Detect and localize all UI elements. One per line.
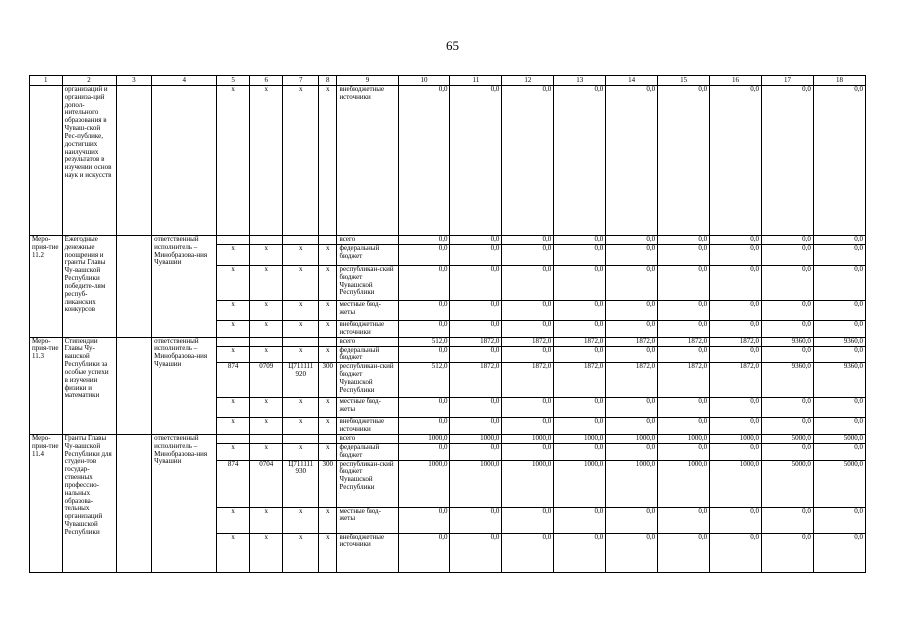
funding-source: внебюджетные источники [337, 86, 398, 236]
col-number: 10 [398, 76, 450, 86]
value-cell: 0,0 [554, 266, 606, 301]
budget-code: x [217, 266, 250, 301]
value-cell: 0,0 [813, 236, 865, 245]
empty-cell [116, 434, 152, 572]
value-cell: 0,0 [710, 346, 762, 363]
empty-cell [116, 86, 152, 236]
value-cell: 1000,0 [606, 460, 658, 507]
value-cell: 0,0 [710, 507, 762, 533]
value-cell: 0,0 [761, 86, 813, 236]
value-cell: 0,0 [502, 398, 554, 418]
measure-name: организаций и организа-ций допол-нительного образования в Чуваш-ской Рес-публике, достигших наилучших результатов в изучении основ наук и искусств [62, 86, 116, 236]
value-cell: 0,0 [450, 86, 502, 236]
value-cell: 0,0 [554, 533, 606, 572]
value-cell: 0,0 [813, 346, 865, 363]
value-cell: 5000,0 [813, 460, 865, 507]
budget-code [283, 236, 319, 245]
value-cell: 9360,0 [761, 337, 813, 346]
value-cell: 1000,0 [606, 434, 658, 443]
value-cell: 0,0 [554, 346, 606, 363]
budget-code: x [249, 398, 283, 418]
col-number: 12 [502, 76, 554, 86]
col-number: 2 [62, 76, 116, 86]
budget-code: x [283, 266, 319, 301]
col-number: 4 [152, 76, 217, 86]
value-cell: 1872,0 [554, 337, 606, 346]
measure-code: Меро-прия-тие 11.4 [30, 434, 63, 572]
value-cell: 1872,0 [450, 363, 502, 398]
value-cell: 0,0 [658, 418, 710, 435]
col-number: 16 [710, 76, 762, 86]
budget-code: x [319, 346, 337, 363]
value-cell: 0,0 [502, 266, 554, 301]
budget-code: Ц711111 930 [283, 460, 319, 507]
value-cell: 0,0 [606, 266, 658, 301]
col-number: 18 [813, 76, 865, 86]
budget-code: x [319, 507, 337, 533]
value-cell: 0,0 [761, 418, 813, 435]
budget-code: x [283, 301, 319, 321]
budget-code: x [319, 398, 337, 418]
value-cell: 0,0 [606, 301, 658, 321]
value-cell: 0,0 [813, 533, 865, 572]
budget-code: x [217, 507, 250, 533]
value-cell: 0,0 [554, 507, 606, 533]
value-cell: 0,0 [813, 321, 865, 338]
value-cell: 0,0 [710, 398, 762, 418]
value-cell: 1872,0 [502, 363, 554, 398]
value-cell: 0,0 [450, 245, 502, 266]
value-cell: 0,0 [761, 266, 813, 301]
budget-table [29, 75, 866, 573]
budget-code: x [249, 245, 283, 266]
budget-code: x [319, 321, 337, 338]
budget-code: x [217, 443, 250, 460]
value-cell: 0,0 [761, 443, 813, 460]
value-cell: 0,0 [710, 86, 762, 236]
value-cell: 0,0 [658, 398, 710, 418]
budget-code [217, 434, 250, 443]
budget-code: x [217, 86, 250, 236]
value-cell: 1000,0 [554, 434, 606, 443]
value-cell: 0,0 [813, 418, 865, 435]
value-cell: 0,0 [554, 398, 606, 418]
value-cell: 0,0 [606, 86, 658, 236]
value-cell: 1000,0 [710, 434, 762, 443]
budget-code: x [249, 86, 283, 236]
col-number: 5 [217, 76, 250, 86]
budget-code: x [283, 533, 319, 572]
value-cell: 1872,0 [606, 337, 658, 346]
value-cell: 1000,0 [398, 434, 450, 443]
value-cell: 0,0 [502, 507, 554, 533]
value-cell: 1872,0 [710, 337, 762, 346]
value-cell: 0,0 [813, 443, 865, 460]
value-cell: 1000,0 [450, 460, 502, 507]
table-row [30, 236, 866, 245]
funding-source: местные бюд-жеты [337, 398, 398, 418]
value-cell: 0,0 [606, 533, 658, 572]
value-cell: 0,0 [398, 507, 450, 533]
value-cell: 0,0 [502, 418, 554, 435]
value-cell: 5000,0 [813, 434, 865, 443]
continuation-row [30, 86, 866, 236]
value-cell: 0,0 [450, 507, 502, 533]
col-number: 11 [450, 76, 502, 86]
value-cell: 1872,0 [502, 337, 554, 346]
budget-code: x [249, 507, 283, 533]
value-cell: 0,0 [450, 301, 502, 321]
value-cell: 0,0 [554, 236, 606, 245]
value-cell: 1872,0 [710, 363, 762, 398]
executor [152, 86, 217, 236]
value-cell: 1872,0 [554, 363, 606, 398]
budget-code: 300 [319, 460, 337, 507]
budget-code: x [283, 398, 319, 418]
value-cell: 0,0 [658, 533, 710, 572]
budget-code: 874 [217, 363, 250, 398]
budget-code: x [217, 533, 250, 572]
col-number: 8 [319, 76, 337, 86]
value-cell: 0,0 [606, 236, 658, 245]
value-cell: 0,0 [658, 301, 710, 321]
value-cell: 0,0 [761, 301, 813, 321]
budget-code [217, 236, 250, 245]
value-cell: 0,0 [398, 86, 450, 236]
funding-source: республикан-ский бюджет Чувашской Республики [337, 460, 398, 507]
value-cell: 1000,0 [450, 434, 502, 443]
col-number: 15 [658, 76, 710, 86]
value-cell: 0,0 [554, 301, 606, 321]
funding-source: всего [337, 434, 398, 443]
value-cell: 0,0 [658, 507, 710, 533]
value-cell: 0,0 [450, 398, 502, 418]
value-cell: 9360,0 [761, 363, 813, 398]
budget-code: x [319, 301, 337, 321]
value-cell: 0,0 [606, 507, 658, 533]
value-cell: 0,0 [450, 266, 502, 301]
budget-code: x [319, 533, 337, 572]
budget-code: x [319, 418, 337, 435]
funding-source: республикан-ский бюджет Чувашской Республики [337, 266, 398, 301]
executor: ответственный исполнитель – Минобразова-ния Чувашии [152, 337, 217, 434]
col-number: 6 [249, 76, 283, 86]
value-cell: 1000,0 [502, 434, 554, 443]
budget-code: 0709 [249, 363, 283, 398]
measure-code [30, 86, 63, 236]
value-cell: 0,0 [502, 86, 554, 236]
value-cell: 512,0 [398, 363, 450, 398]
budget-code: x [283, 86, 319, 236]
value-cell: 1000,0 [658, 434, 710, 443]
budget-code: x [319, 443, 337, 460]
budget-code [319, 434, 337, 443]
measure-code: Меро-прия-тие 11.2 [30, 236, 63, 338]
value-cell: 0,0 [813, 86, 865, 236]
funding-source: внебюджетные источники [337, 418, 398, 435]
budget-code: x [319, 245, 337, 266]
value-cell: 0,0 [502, 346, 554, 363]
value-cell: 0,0 [450, 236, 502, 245]
col-number: 3 [116, 76, 152, 86]
budget-code: x [249, 301, 283, 321]
value-cell: 0,0 [398, 236, 450, 245]
budget-code [319, 337, 337, 346]
value-cell: 0,0 [710, 301, 762, 321]
budget-code [283, 434, 319, 443]
table-row [30, 434, 866, 443]
value-cell: 0,0 [554, 321, 606, 338]
funding-source: внебюджетные источники [337, 321, 398, 338]
value-cell: 0,0 [554, 443, 606, 460]
funding-source: всего [337, 236, 398, 245]
funding-source: местные бюд-жеты [337, 507, 398, 533]
value-cell: 1872,0 [658, 337, 710, 346]
budget-code: x [283, 245, 319, 266]
budget-code [249, 434, 283, 443]
value-cell: 1000,0 [710, 460, 762, 507]
value-cell: 0,0 [502, 533, 554, 572]
value-cell: 0,0 [398, 533, 450, 572]
value-cell: 0,0 [761, 245, 813, 266]
value-cell: 0,0 [813, 266, 865, 301]
col-number: 13 [554, 76, 606, 86]
col-number: 9 [337, 76, 398, 86]
budget-code: x [217, 245, 250, 266]
value-cell: 0,0 [606, 245, 658, 266]
value-cell: 0,0 [658, 346, 710, 363]
value-cell: 9360,0 [813, 337, 865, 346]
funding-source: всего [337, 337, 398, 346]
value-cell: 0,0 [450, 346, 502, 363]
value-cell: 0,0 [761, 346, 813, 363]
value-cell: 0,0 [761, 398, 813, 418]
budget-code: x [249, 418, 283, 435]
value-cell: 0,0 [398, 398, 450, 418]
budget-code [319, 236, 337, 245]
value-cell: 1000,0 [658, 460, 710, 507]
value-cell: 0,0 [710, 236, 762, 245]
col-number: 17 [761, 76, 813, 86]
value-cell: 0,0 [554, 86, 606, 236]
value-cell: 0,0 [658, 245, 710, 266]
value-cell: 512,0 [398, 337, 450, 346]
value-cell: 0,0 [502, 443, 554, 460]
value-cell: 0,0 [658, 266, 710, 301]
budget-code [283, 337, 319, 346]
page-number: 65 [446, 38, 459, 53]
funding-source: республикан-ский бюджет Чувашской Республики [337, 363, 398, 398]
budget-code [217, 337, 250, 346]
budget-code [249, 337, 283, 346]
value-cell: 0,0 [502, 236, 554, 245]
value-cell: 0,0 [398, 418, 450, 435]
value-cell: 0,0 [606, 346, 658, 363]
value-cell: 0,0 [398, 321, 450, 338]
value-cell: 0,0 [606, 321, 658, 338]
value-cell: 0,0 [710, 266, 762, 301]
value-cell: 0,0 [398, 443, 450, 460]
value-cell: 0,0 [502, 301, 554, 321]
value-cell: 0,0 [398, 346, 450, 363]
value-cell: 0,0 [761, 236, 813, 245]
value-cell: 0,0 [761, 507, 813, 533]
budget-code: x [249, 443, 283, 460]
value-cell: 0,0 [658, 321, 710, 338]
table-body [30, 76, 866, 573]
budget-code: 874 [217, 460, 250, 507]
budget-code: Ц711111 920 [283, 363, 319, 398]
value-cell: 0,0 [710, 245, 762, 266]
measure-name: Ежегодные денежные поощрения и гранты Главы Чу-вашской Республики победите-лям респуб-ликанских конкурсов [62, 236, 116, 338]
budget-code: x [319, 266, 337, 301]
col-number: 14 [606, 76, 658, 86]
empty-cell [116, 236, 152, 338]
funding-source: федеральный бюджет [337, 245, 398, 266]
value-cell: 0,0 [554, 418, 606, 435]
value-cell: 0,0 [813, 301, 865, 321]
value-cell: 0,0 [502, 321, 554, 338]
measure-name: Стипендии Главы Чу-вашской Республики за особые успехи в изучении физики и математики [62, 337, 116, 434]
budget-code: 300 [319, 363, 337, 398]
value-cell: 0,0 [710, 443, 762, 460]
value-cell: 0,0 [658, 86, 710, 236]
budget-code: 0704 [249, 460, 283, 507]
value-cell: 1000,0 [398, 460, 450, 507]
table-row [30, 337, 866, 346]
budget-code: x [249, 266, 283, 301]
funding-source: федеральный бюджет [337, 346, 398, 363]
value-cell: 0,0 [502, 245, 554, 266]
value-cell: 0,0 [813, 507, 865, 533]
value-cell: 0,0 [813, 245, 865, 266]
value-cell: 0,0 [710, 533, 762, 572]
value-cell: 0,0 [398, 266, 450, 301]
budget-code: x [283, 418, 319, 435]
value-cell: 5000,0 [761, 460, 813, 507]
value-cell: 1000,0 [554, 460, 606, 507]
value-cell: 0,0 [606, 443, 658, 460]
empty-cell [116, 337, 152, 434]
executor: ответственный исполнитель – Минобразова-ния Чувашии [152, 236, 217, 338]
value-cell: 0,0 [554, 245, 606, 266]
value-cell: 0,0 [658, 236, 710, 245]
budget-code [249, 236, 283, 245]
value-cell: 0,0 [398, 301, 450, 321]
value-cell: 0,0 [813, 398, 865, 418]
measure-code: Меро-прия-тие 11.3 [30, 337, 63, 434]
value-cell: 0,0 [710, 418, 762, 435]
value-cell: 9360,0 [813, 363, 865, 398]
value-cell: 0,0 [606, 418, 658, 435]
executor: ответственный исполнитель – Минобразова-ния Чувашии [152, 434, 217, 572]
budget-code: x [249, 346, 283, 363]
value-cell: 0,0 [658, 443, 710, 460]
value-cell: 0,0 [398, 245, 450, 266]
funding-source: местные бюд-жеты [337, 301, 398, 321]
value-cell: 0,0 [450, 418, 502, 435]
budget-code: x [217, 346, 250, 363]
budget-code: x [283, 346, 319, 363]
value-cell: 5000,0 [761, 434, 813, 443]
budget-code: x [283, 321, 319, 338]
budget-code: x [249, 321, 283, 338]
col-number: 1 [30, 76, 63, 86]
budget-code: x [217, 301, 250, 321]
column-number-row [30, 76, 866, 86]
col-number: 7 [283, 76, 319, 86]
budget-code: x [217, 321, 250, 338]
budget-code: x [249, 533, 283, 572]
value-cell: 0,0 [450, 443, 502, 460]
value-cell: 0,0 [761, 321, 813, 338]
value-cell: 1872,0 [450, 337, 502, 346]
budget-code: x [217, 398, 250, 418]
value-cell: 0,0 [450, 533, 502, 572]
funding-source: внебюджетные источники [337, 533, 398, 572]
funding-source: федеральный бюджет [337, 443, 398, 460]
value-cell: 1872,0 [606, 363, 658, 398]
budget-code: x [283, 507, 319, 533]
value-cell: 1000,0 [502, 460, 554, 507]
value-cell: 0,0 [606, 398, 658, 418]
budget-code: x [283, 443, 319, 460]
budget-code: x [319, 86, 337, 236]
measure-name: Гранты Главы Чу-вашской Республики для студен-тов государ-ственных профессио-нальных образова-тельных организаций Чувашской Республики [62, 434, 116, 572]
value-cell: 0,0 [761, 533, 813, 572]
value-cell: 1872,0 [658, 363, 710, 398]
value-cell: 0,0 [710, 321, 762, 338]
value-cell: 0,0 [450, 321, 502, 338]
budget-code: x [217, 418, 250, 435]
